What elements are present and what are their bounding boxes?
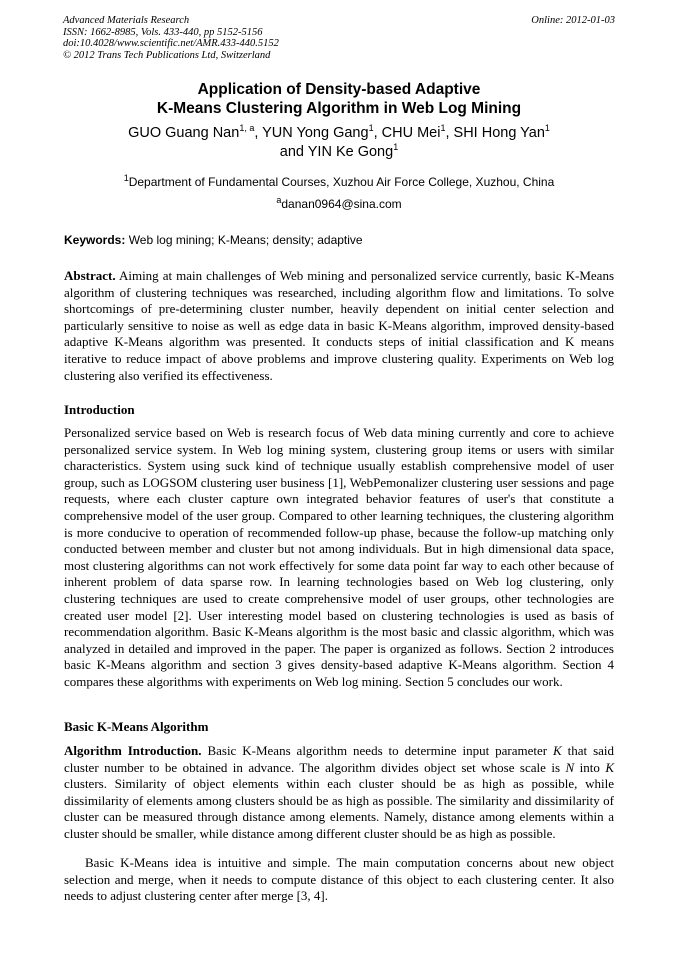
author-line-1: [0, 124, 678, 143]
kmeans-section-heading: Basic K-Means Algorithm: [64, 719, 209, 734]
author-separator: ,: [373, 125, 382, 141]
author-name: SHI Hong Yan: [453, 125, 545, 141]
introduction-heading: Introduction: [64, 402, 135, 417]
author-separator: ,: [445, 125, 454, 141]
paper-title: [0, 80, 678, 118]
author-separator: ,: [254, 125, 263, 141]
author-line-2: [0, 143, 678, 162]
affiliation-mark: 1: [123, 173, 129, 183]
affiliation-text: Department of Fundamental Courses, Xuzhou Air Force College, Xuzhou, China: [128, 175, 555, 189]
issn-line: ISSN: 1662-8985, Vols. 433-440, pp 5152-5156: [63, 26, 263, 38]
author-list: [0, 124, 678, 162]
author-affiliation-mark: 1: [440, 123, 446, 134]
paragraph-text: clusters. Similarity of object elements within each cluster should be as high as possible, while dissimilarity of elements among clusters should be as high as possible. The similarity and dissimilarity of cluster can be measured through distance among elements. Namely, distance among elements within a cluster should be smaller, while distance among different cluster should be as high as possible.: [64, 776, 614, 841]
author-name: YUN Yong Gang: [262, 125, 369, 141]
abstract-paragraph: [64, 268, 614, 384]
author-conjunction: and: [279, 144, 308, 160]
author-affiliation-mark: 1: [368, 123, 374, 134]
author-name: GUO Guang Nan: [128, 125, 240, 141]
author-affiliation-mark: 1, a: [239, 123, 255, 134]
author-name: CHU Mei: [381, 125, 441, 141]
title-line-1: Application of Density-based Adaptive: [197, 81, 481, 98]
abstract-text: Aiming at main challenges of Web mining and personalized service currently, basic K-Means algorithm of clustering techniques was researched, including algorithm flow and limitations. To solve shortcomings of pre-determining cluster number, heavily dependent on initial center selection and particularly sensitive to noise as well as edge data in basic K-Means algorithm, improved density-based adaptive K-Means algorithm was presented. It conducts steps of initial classification and K means iterative to reduce impact of above problems and improve clustering quality. Experiments on Web log clustering also verified its effectiveness.: [64, 268, 614, 383]
title-line-2: K-Means Clustering Algorithm in Web Log Mining: [156, 100, 522, 117]
keywords-label: Keywords:: [64, 233, 126, 247]
email-address: danan0964@sina.com: [281, 197, 402, 211]
variable-n: N: [565, 759, 575, 775]
doi-line: doi:10.4028/www.scientific.net/AMR.433-440.5152: [63, 38, 279, 49]
paragraph-text: into: [574, 759, 606, 775]
kmeans-idea-paragraph: Basic K-Means idea is intuitive and simple. The main computation concerns about new object selection and merge, when it needs to compute distance of this object to each clustering center. It also needs to adjust clustering center after merge [3, 4].: [64, 855, 614, 904]
keywords-text: Web log mining; K-Means; density; adaptive: [125, 233, 363, 247]
algorithm-introduction-paragraph: [64, 743, 614, 843]
journal-name: Advanced Materials Research: [63, 15, 190, 26]
keywords: [64, 232, 614, 248]
introduction-paragraph: Personalized service based on Web is research focus of Web data mining currently and core to achieve personalized service system. In Web log mining system, clustering group items or users with similar characteristics. System using suck kind of technique usually establish comprehensive model of user group, such as LOGSOM clustering user business [1], WebPemonalizer clustering user sessions and page requests, where each cluster capture own integrated behavior features of user's that constitute a comprehensive model of the user group. Compared to other learning techniques, the clustering algorithm is more conducive to operation of recommended follow-up phase, because the follow-up matching only conducted between member and cluster but not among individuals. But in high dimensional data space, most clustering algorithms can not work effectively for some data point far way to each other because of inherent problem of data sparse row. In learning technologies based on Web log clustering, only clustering techniques are used to create comprehensive model of user groups, other technologies are created user model [2]. User interesting model based on clustering technologies is used as basis of recommendation algorithm. Basic K-Means algorithm is the most basic and classic algorithm, which was analyzed in detailed and improved in the paper. The paper is organized as follows. Section 2 introduces basic K-Means algorithm and section 3 gives density-based adaptive K-Means algorithm. Section 4 compares these algorithms with experiments on Web log mining. Section 5 concludes our work.: [64, 425, 614, 689]
paragraph-text: that said cluster number to be obtained in advance. The algorithm divides object set whose scale is: [64, 743, 615, 775]
email-mark: a: [276, 195, 282, 205]
copyright-line: © 2012 Trans Tech Publications Ltd, Switzerland: [63, 49, 271, 61]
author-affiliation-mark: 1: [544, 123, 550, 134]
paragraph-text: Basic K-Means algorithm needs to determine input parameter: [201, 743, 554, 758]
variable-k: K: [553, 743, 562, 758]
online-date: Online: 2012-01-03: [531, 15, 615, 26]
algorithm-introduction-label: Algorithm Introduction.: [64, 743, 202, 758]
affiliation: [0, 174, 678, 190]
author-affiliation-mark: 1: [393, 142, 399, 153]
journal-header: [63, 15, 615, 61]
author-name: YIN Ke Gong: [307, 144, 394, 160]
author-email: [0, 196, 678, 212]
variable-k: K: [605, 759, 614, 775]
abstract-label: Abstract.: [64, 268, 116, 283]
